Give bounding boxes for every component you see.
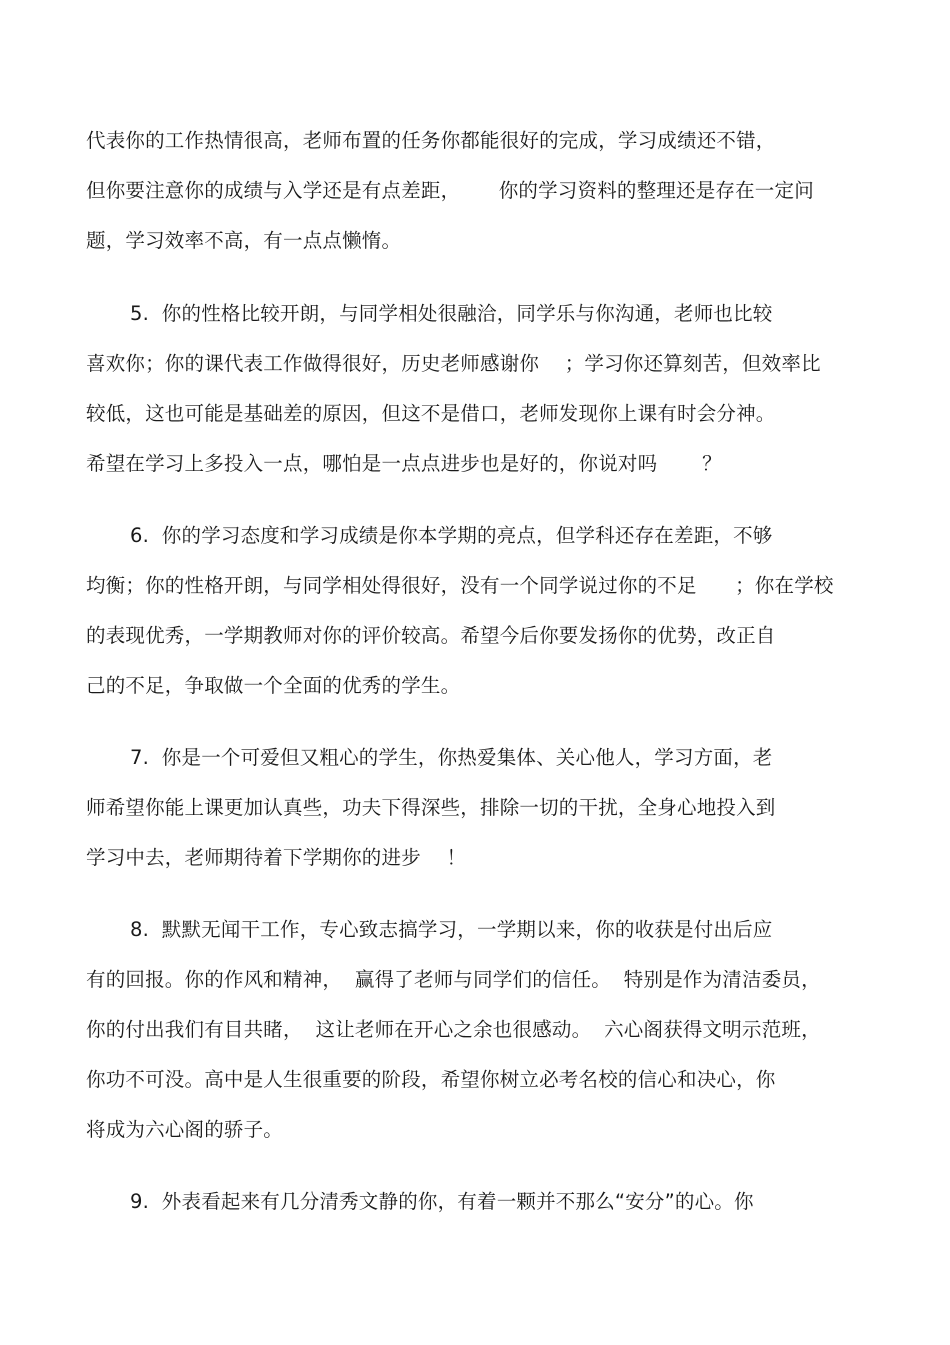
text-line: 但你要注意你的成绩与入学还是有点差距， 你的学习资料的整理还是存在一定问 — [86, 179, 814, 202]
text-line: 你的付出我们有目共睹， 这让老师在开心之余也很感动。 六心阁获得文明示范班， — [86, 1018, 821, 1041]
text-line: 较低，这也可能是基础差的原因，但这不是借口，老师发现你上课有时会分神。 — [86, 402, 776, 425]
paragraph-7-first-line: 7. 你是一个可爱但又粗心的学生，你热爱集体、关心他人，学习方面，老 — [130, 746, 773, 769]
text-line: 代表你的工作热情很高，老师布置的任务你都能很好的完成，学习成绩还不错， — [86, 129, 776, 152]
text-line: 的表现优秀，一学期教师对你的评价较高。希望今后你要发扬你的优势，改正自 — [86, 624, 776, 647]
text-line: 己的不足，争取做一个全面的优秀的学生。 — [86, 674, 461, 697]
text-line: 均衡；你的性格开朗，与同学相处得很好，没有一个同学说过你的不足 ；你在学校 — [86, 574, 834, 597]
paragraph-5-first-line: 5. 你的性格比较开朗，与同学相处很融洽，同学乐与你沟通，老师也比较 — [130, 302, 773, 325]
text-line: 有的回报。你的作风和精神， 赢得了老师与同学们的信任。 特别是作为清洁委员， — [86, 968, 821, 991]
text-line: 师希望你能上课更加认真些，功夫下得深些，排除一切的干扰，全身心地投入到 — [86, 796, 776, 819]
paragraph-6-first-line: 6. 你的学习态度和学习成绩是你本学期的亮点，但学科还存在差距，不够 — [130, 524, 773, 547]
text-line: 题，学习效率不高，有一点点懒惰。 — [86, 229, 402, 252]
paragraph-9-first-line: 9. 外表看起来有几分清秀文静的你，有着一颗并不那么“安分”的心。你 — [130, 1190, 754, 1213]
paragraph-8-first-line: 8. 默默无闻干工作，专心致志搞学习，一学期以来，你的收获是付出后应 — [130, 918, 773, 941]
text-line: 喜欢你；你的课代表工作做得很好，历史老师感谢你 ；学习你还算刻苦，但效率比 — [86, 352, 821, 375]
text-line: 希望在学习上多投入一点，哪怕是一点点进步也是好的，你说对吗 ？ — [86, 452, 722, 475]
text-line: 学习中去，老师期待着下学期你的进步 ！ — [86, 846, 467, 869]
text-line: 将成为六心阁的骄子。 — [86, 1118, 284, 1141]
text-line: 你功不可没。高中是人生很重要的阶段，希望你树立必考名校的信心和决心，你 — [86, 1068, 776, 1091]
